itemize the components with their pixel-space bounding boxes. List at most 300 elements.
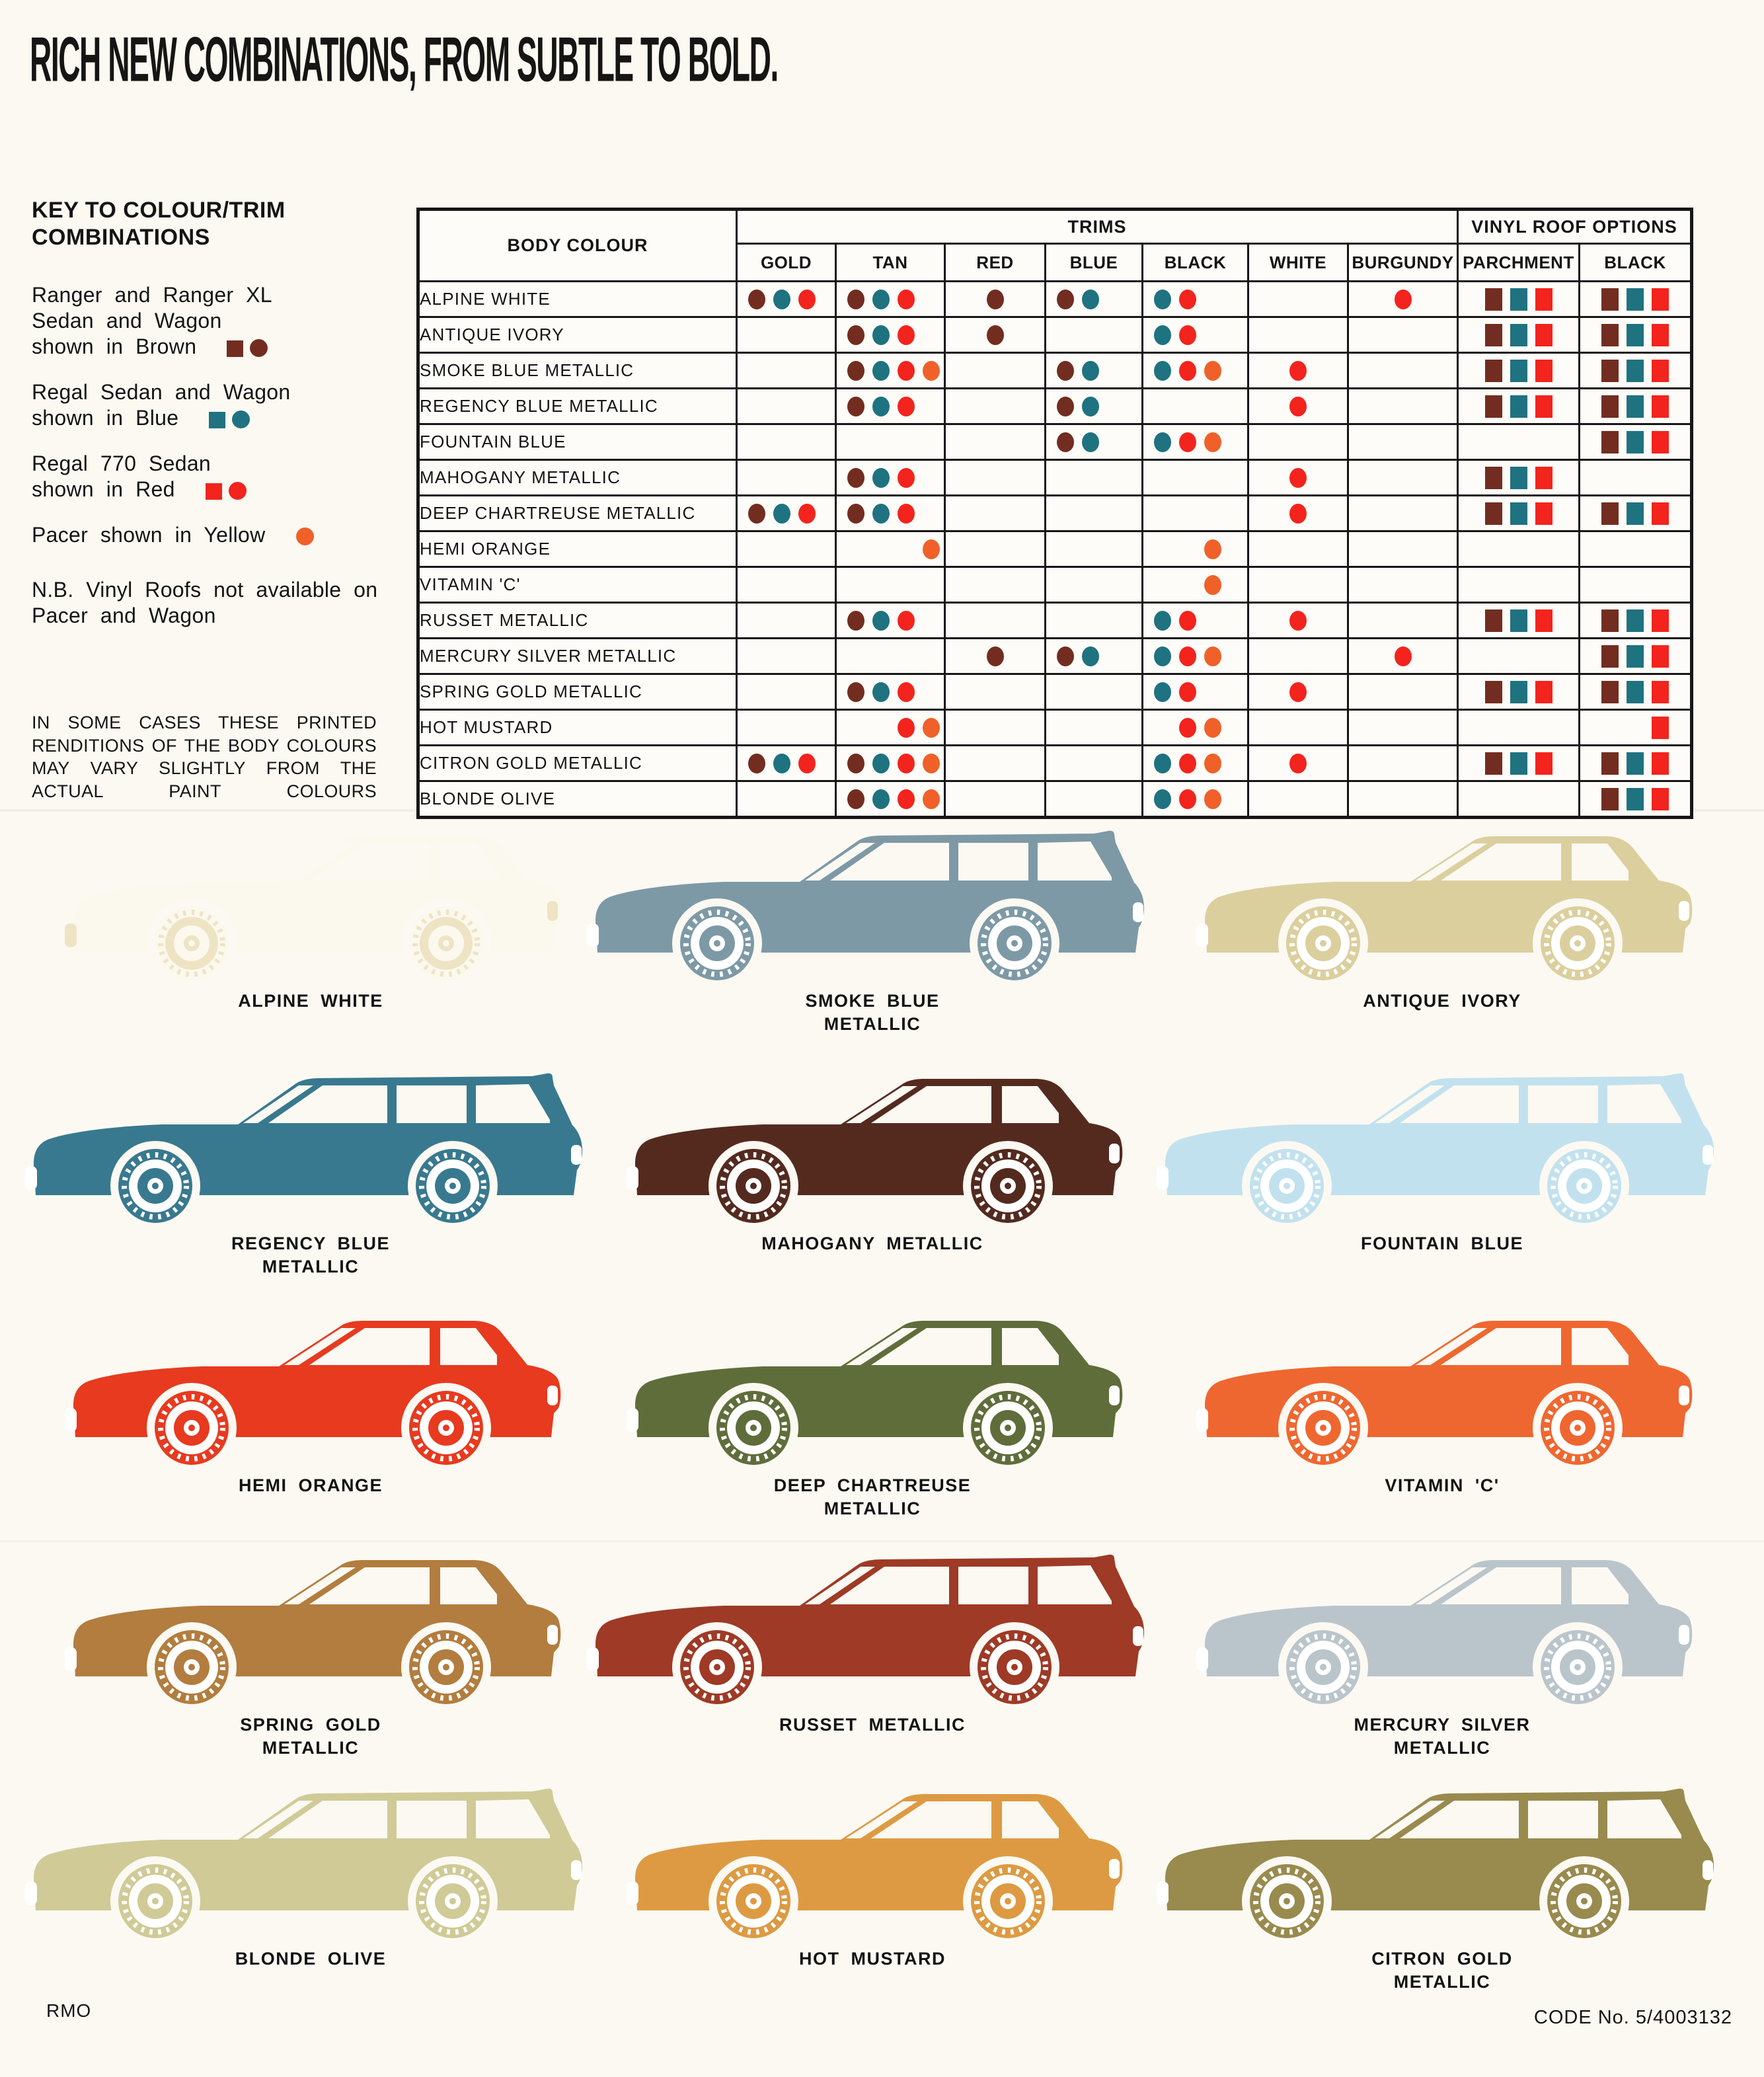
header-body-colour: BODY COLOUR <box>418 210 737 282</box>
car-label-line: VITAMIN 'C' <box>1385 1475 1500 1495</box>
body-colour-cell: SMOKE BLUE METALLIC <box>418 353 737 389</box>
vinyl-slot <box>1506 752 1531 775</box>
trim-cell-tan <box>836 389 945 424</box>
vinyl-swatch-brown <box>1485 324 1502 346</box>
trim-slot-group <box>738 504 835 524</box>
trim-slot <box>1175 611 1200 631</box>
vinyl-slot-group <box>1580 324 1690 346</box>
trim-dot-red <box>798 290 816 309</box>
vinyl-slot-group <box>1459 609 1578 632</box>
trim-dot-brown <box>847 361 864 381</box>
vinyl-swatch-teal <box>1627 360 1644 382</box>
vinyl-slot-group <box>1459 360 1578 382</box>
trim-dot-brown <box>1057 432 1074 452</box>
trim-dot-brown <box>847 754 864 773</box>
trim-slot-group <box>1143 575 1247 595</box>
vinyl-slot-group <box>1580 752 1690 775</box>
key-marker-circle <box>229 482 247 500</box>
key-entry <box>32 451 389 502</box>
car-label-smoke-blue-metallic <box>805 990 939 1036</box>
trim-slot-group <box>1249 754 1347 773</box>
car-wagon-illustration <box>582 1547 1163 1712</box>
vinyl-swatch-red <box>1652 431 1669 453</box>
key-marker-circle <box>232 411 250 428</box>
trim-cell-tan <box>836 353 945 389</box>
trim-dot-red <box>1179 325 1196 345</box>
trim-slot <box>1175 647 1200 666</box>
vinyl-slot <box>1531 324 1556 346</box>
car-label-regency-blue-metallic <box>231 1232 390 1278</box>
trim-dot-brown <box>847 290 864 309</box>
trim-slot <box>868 611 894 631</box>
trim-dot-red <box>898 290 915 309</box>
trim-slot <box>843 789 868 809</box>
trim-slot-group <box>1046 290 1141 309</box>
vinyl-swatch-teal <box>1627 395 1644 418</box>
trim-dot-brown <box>1057 361 1074 381</box>
table-row <box>418 317 1692 353</box>
vinyl-slot <box>1506 324 1531 346</box>
trim-dot-brown <box>987 325 1004 345</box>
vinyl-slot <box>1597 681 1623 703</box>
vinyl-slot-group <box>1580 431 1690 453</box>
trim-slot <box>1285 361 1311 381</box>
trim-slot <box>1053 290 1078 309</box>
trim-dot-teal <box>1082 290 1099 309</box>
vinyl-cell-parchment <box>1458 389 1580 424</box>
trim-slot-group <box>1143 682 1247 702</box>
vinyl-swatch-red <box>1652 324 1669 346</box>
trim-dot-orange <box>923 361 940 381</box>
table-row <box>418 567 1692 603</box>
trim-slot <box>1285 754 1311 773</box>
trim-slot <box>1150 682 1175 702</box>
trim-slot-group <box>1143 789 1247 809</box>
trim-dot-teal <box>1082 397 1099 416</box>
trim-dot-teal <box>1154 290 1171 309</box>
trim-slot <box>769 504 794 524</box>
trim-slot-group <box>837 397 944 416</box>
trim-dot-brown <box>847 611 864 631</box>
trim-slot <box>843 754 868 773</box>
car-wagon-illustration <box>20 1066 601 1231</box>
trim-dot-brown <box>1057 290 1074 309</box>
trim-slot <box>843 397 868 416</box>
trim-cell-white <box>1248 424 1348 460</box>
trim-cell-tan <box>836 460 945 496</box>
trim-cell-red <box>945 282 1046 317</box>
vinyl-swatch-teal <box>1627 788 1644 810</box>
key-marker-circle <box>250 339 268 357</box>
trim-cell-tan <box>836 531 945 567</box>
table-row <box>418 531 1692 567</box>
vinyl-swatch-teal <box>1510 502 1527 525</box>
header-trims: TRIMS <box>737 210 1458 244</box>
vinyl-swatch-brown <box>1485 360 1502 382</box>
vinyl-slot-group <box>1580 645 1690 668</box>
vinyl-slot-group <box>1580 681 1690 703</box>
car-label-line: MAHOGANY METALLIC <box>761 1234 983 1253</box>
print-disclaimer: IN SOME CASES THESE PRINTED RENDITIONS OF THE BODY COLOURS MAY VARY SLIGHTLY FROM THE ACTUAL PAINT COLOURS <box>32 713 377 801</box>
trim-slot-group <box>837 754 944 773</box>
vinyl-swatch-red <box>1535 324 1553 346</box>
vinyl-swatch-teal <box>1627 502 1644 525</box>
trim-slot <box>1078 647 1103 666</box>
car-sedan-illustration <box>621 1308 1124 1473</box>
trim-cell-blue <box>1046 781 1143 818</box>
trim-slot <box>843 361 868 381</box>
trim-slot <box>843 468 868 488</box>
trim-slot-group <box>837 682 944 702</box>
car-fountain-blue <box>1151 1066 1733 1255</box>
vinyl-cell-parchment <box>1458 531 1580 567</box>
trim-slot <box>1053 432 1078 452</box>
car-regency-blue-metallic <box>20 1066 601 1278</box>
trim-dot-teal <box>1154 325 1171 345</box>
vinyl-swatch-red <box>1535 681 1553 703</box>
trim-cell-gold <box>737 317 836 353</box>
trim-slot-group <box>1143 611 1247 631</box>
trim-dot-red <box>1289 361 1307 381</box>
trim-dot-brown <box>847 504 864 524</box>
trim-slot <box>1078 432 1103 452</box>
trim-cell-tan <box>836 674 945 710</box>
car-smoke-blue-metallic <box>582 823 1163 1036</box>
vinyl-swatch-teal <box>1627 609 1644 632</box>
car-sedan-illustration <box>1191 1308 1693 1473</box>
vinyl-slot <box>1597 288 1623 311</box>
car-wagon-illustration <box>20 1781 601 1946</box>
vinyl-swatch-red <box>1535 609 1553 632</box>
trim-slot <box>919 754 944 773</box>
body-colour-cell: VITAMIN 'C' <box>418 567 737 603</box>
car-label-line: DEEP CHARTREUSE <box>773 1475 972 1495</box>
trim-dot-orange <box>923 718 940 738</box>
trim-cell-burgundy <box>1348 639 1458 674</box>
vinyl-slot-group <box>1580 502 1690 525</box>
vinyl-slot <box>1531 360 1556 382</box>
table-row <box>418 710 1692 746</box>
trim-dot-red <box>1179 432 1196 452</box>
trim-slot <box>1078 290 1103 309</box>
trim-slot-group <box>1046 432 1141 452</box>
vinyl-slot <box>1506 360 1531 382</box>
trim-slot-group <box>1143 539 1247 559</box>
trim-dot-red <box>1179 290 1196 309</box>
key-marker-square <box>206 483 222 500</box>
vinyl-swatch-red <box>1652 360 1669 382</box>
vinyl-slot <box>1531 467 1556 489</box>
car-mahogany-metallic <box>582 1066 1163 1255</box>
trim-dot-teal <box>1154 361 1171 381</box>
trim-dot-red <box>1289 682 1307 702</box>
trim-dot-red <box>898 504 915 524</box>
trim-cell-white <box>1248 531 1348 567</box>
trim-slot <box>1391 290 1416 309</box>
trim-cell-burgundy <box>1348 389 1458 424</box>
trim-dot-red <box>1289 754 1307 773</box>
trim-dot-brown <box>748 754 765 773</box>
trim-slot <box>919 718 944 738</box>
car-label-line: REGENCY BLUE <box>231 1234 391 1253</box>
trim-slot <box>1053 361 1078 381</box>
vinyl-slot <box>1623 395 1648 418</box>
vinyl-slot <box>1648 717 1673 739</box>
trim-dot-red <box>1179 718 1196 738</box>
car-label-mercury-silver-metallic <box>1354 1713 1530 1760</box>
trim-cell-black <box>1143 460 1248 496</box>
car-wagon-illustration <box>1151 1066 1733 1231</box>
car-sedan-illustration <box>1191 1547 1693 1712</box>
trim-dot-brown <box>748 290 765 309</box>
trim-slot-group <box>1249 504 1347 524</box>
key-entry-line: shown in Brown <box>32 334 197 358</box>
trim-slot <box>894 468 919 488</box>
trim-dot-teal <box>872 789 890 809</box>
trim-dot-red <box>1179 789 1196 809</box>
vinyl-cell-parchment <box>1458 353 1580 389</box>
trim-cell-black <box>1143 781 1248 818</box>
car-label-citron-gold-metallic <box>1371 1947 1513 1994</box>
trim-slot <box>868 789 894 809</box>
trim-cell-blue <box>1046 460 1143 496</box>
body-colour-cell: CITRON GOLD METALLIC <box>418 746 737 781</box>
trim-slot <box>1200 361 1225 381</box>
vinyl-cell-black <box>1580 639 1692 674</box>
vinyl-swatch-brown <box>1485 681 1502 703</box>
vinyl-slot <box>1648 288 1673 311</box>
table-row <box>418 460 1692 496</box>
trim-slot <box>919 789 944 809</box>
trim-slot <box>868 504 894 524</box>
car-label-russet-metallic <box>779 1713 966 1737</box>
vinyl-slot-group <box>1580 717 1690 739</box>
vinyl-swatch-red <box>1535 467 1553 489</box>
vinyl-slot <box>1597 324 1623 346</box>
trim-cell-burgundy <box>1348 781 1458 818</box>
body-colour-cell: BLONDE OLIVE <box>418 781 737 818</box>
trim-cell-tan <box>836 639 945 674</box>
car-label-antique-ivory <box>1363 990 1521 1013</box>
car-label-line: BLONDE OLIVE <box>235 1949 387 1969</box>
trim-cell-burgundy <box>1348 460 1458 496</box>
trim-dot-red <box>1179 611 1196 631</box>
vinyl-cell-black <box>1580 710 1692 746</box>
trim-dot-teal <box>1082 361 1099 381</box>
trim-cell-black <box>1143 567 1248 603</box>
trim-cell-blue <box>1046 674 1143 710</box>
trim-dot-teal <box>773 754 790 773</box>
trim-dot-brown <box>847 789 864 809</box>
vinyl-slot <box>1597 788 1623 810</box>
vinyl-swatch-red <box>1535 395 1553 418</box>
trim-dot-teal <box>1154 432 1171 452</box>
trim-slot <box>894 397 919 416</box>
vinyl-slot <box>1481 360 1506 382</box>
vinyl-cell-parchment <box>1458 746 1580 781</box>
vinyl-cell-black <box>1580 746 1692 781</box>
vinyl-cell-black <box>1580 531 1692 567</box>
trim-slot <box>1285 468 1311 488</box>
trim-cell-white <box>1248 496 1348 531</box>
trim-cell-burgundy <box>1348 424 1458 460</box>
trim-dot-red <box>898 718 915 738</box>
vinyl-swatch-brown <box>1485 752 1502 775</box>
trim-slot-group <box>946 325 1044 345</box>
car-wagon-illustration <box>1151 1781 1733 1946</box>
trim-cell-white <box>1248 317 1348 353</box>
trim-slot-group <box>738 290 835 309</box>
vinyl-slot <box>1648 431 1673 453</box>
trim-slot <box>1078 361 1103 381</box>
vinyl-slot-group <box>1580 609 1690 632</box>
key-entry-line: Sedan and Wagon <box>32 308 222 333</box>
body-colour-cell: ALPINE WHITE <box>418 282 737 317</box>
car-sedan-illustration <box>621 1781 1124 1946</box>
trim-dot-brown <box>987 290 1004 309</box>
vinyl-slot <box>1648 502 1673 525</box>
trim-cell-gold <box>737 746 836 781</box>
key-entry-line: Pacer shown in Yellow <box>32 523 266 547</box>
vinyl-slot <box>1506 395 1531 418</box>
vinyl-swatch-teal <box>1510 467 1527 489</box>
trim-slot <box>1200 754 1225 773</box>
key-entry-line: shown in Blue <box>32 406 179 430</box>
trim-dot-red <box>898 325 915 345</box>
car-sedan-illustration <box>59 1308 562 1473</box>
vinyl-swatch-brown <box>1601 502 1619 525</box>
trim-slot <box>1285 611 1311 631</box>
trim-slot <box>894 718 919 738</box>
vinyl-slot <box>1481 502 1506 525</box>
vinyl-cell-parchment <box>1458 781 1580 818</box>
paper-fold-line-2 <box>0 1540 1764 1542</box>
vinyl-slot <box>1481 288 1506 311</box>
vinyl-slot <box>1623 502 1648 525</box>
trim-slot <box>1150 754 1175 773</box>
table-row <box>418 603 1692 639</box>
trim-cell-gold <box>737 781 836 818</box>
trim-dot-orange <box>923 754 940 773</box>
trim-slot <box>1200 539 1225 559</box>
trim-cell-tan <box>836 424 945 460</box>
vinyl-slot <box>1623 324 1648 346</box>
vinyl-swatch-teal <box>1510 609 1527 632</box>
car-sedan-illustration <box>621 1066 1124 1231</box>
trim-slot-group <box>1249 682 1347 702</box>
trim-slot <box>894 504 919 524</box>
trim-dot-red <box>898 682 915 702</box>
vinyl-swatch-red <box>1652 681 1669 703</box>
trim-slot <box>1150 290 1175 309</box>
vinyl-slot-group <box>1580 395 1690 418</box>
trim-slot <box>868 290 894 309</box>
trim-slot-group <box>837 325 944 345</box>
trim-cell-red <box>945 353 1046 389</box>
vinyl-swatch-brown <box>1485 395 1502 418</box>
trim-cell-black <box>1143 746 1248 781</box>
footer-code-number: CODE No. 5/4003132 <box>1533 2007 1732 2028</box>
trim-dot-brown <box>1057 647 1074 666</box>
trim-slot <box>1150 611 1175 631</box>
trim-slot <box>843 682 868 702</box>
trim-cell-red <box>945 531 1046 567</box>
trim-cell-blue <box>1046 710 1143 746</box>
vinyl-swatch-red <box>1652 752 1669 775</box>
vinyl-slot <box>1648 609 1673 632</box>
trim-slot-group <box>1143 325 1247 345</box>
column-header-black: BLACK <box>1143 244 1248 282</box>
trim-cell-gold <box>737 424 836 460</box>
trim-dot-orange <box>1204 789 1221 809</box>
column-header-black: BLACK <box>1580 244 1692 282</box>
vinyl-slot <box>1506 681 1531 703</box>
trim-dot-red <box>1289 504 1307 524</box>
body-colour-cell: SPRING GOLD METALLIC <box>418 674 737 710</box>
car-label-line: ALPINE WHITE <box>238 991 383 1011</box>
key-heading <box>32 197 389 252</box>
trim-slot <box>1175 432 1200 452</box>
trim-slot-group <box>1046 361 1141 381</box>
table-row <box>418 282 1692 317</box>
trim-cell-blue <box>1046 639 1143 674</box>
vinyl-slot <box>1481 467 1506 489</box>
trim-cell-red <box>945 389 1046 424</box>
trim-cell-black <box>1143 496 1248 531</box>
vinyl-slot <box>1597 752 1623 775</box>
trim-dot-teal <box>872 290 890 309</box>
trim-dot-teal <box>872 361 890 381</box>
trim-slot <box>894 754 919 773</box>
trim-slot <box>1200 647 1225 666</box>
trim-slot <box>868 361 894 381</box>
trim-slot <box>894 290 919 309</box>
trim-cell-tan <box>836 496 945 531</box>
trim-dot-orange <box>1204 754 1221 773</box>
vinyl-swatch-brown <box>1601 788 1619 810</box>
trim-slot-group <box>837 718 944 738</box>
table-row <box>418 424 1692 460</box>
vinyl-slot <box>1597 502 1623 525</box>
trim-slot <box>744 754 769 773</box>
trim-cell-white <box>1248 567 1348 603</box>
trim-cell-red <box>945 567 1046 603</box>
trim-slot-group <box>1046 397 1141 416</box>
table-row <box>418 496 1692 531</box>
trim-dot-orange <box>923 789 940 809</box>
trim-cell-white <box>1248 746 1348 781</box>
key-heading-line2: COMBINATIONS <box>32 225 210 251</box>
body-colour-cell: MAHOGANY METALLIC <box>418 460 737 496</box>
vinyl-cell-parchment <box>1458 710 1580 746</box>
body-colour-cell: HEMI ORANGE <box>418 531 737 567</box>
trim-dot-teal <box>872 611 890 631</box>
vinyl-swatch-red <box>1652 609 1669 632</box>
car-citron-gold-metallic <box>1151 1781 1733 1994</box>
trim-cell-red <box>945 674 1046 710</box>
vinyl-cell-parchment <box>1458 282 1580 317</box>
car-label-line: SMOKE BLUE <box>805 991 940 1011</box>
key-entry <box>32 379 389 431</box>
body-colour-cell: HOT MUSTARD <box>418 710 737 746</box>
car-label-mahogany-metallic <box>761 1232 983 1255</box>
trim-slot-group <box>1349 290 1457 309</box>
car-label-blonde-olive <box>235 1947 387 1971</box>
trim-slot <box>1150 432 1175 452</box>
trim-dot-red <box>898 361 915 381</box>
vinyl-swatch-red <box>1535 502 1553 525</box>
vinyl-slot <box>1531 395 1556 418</box>
